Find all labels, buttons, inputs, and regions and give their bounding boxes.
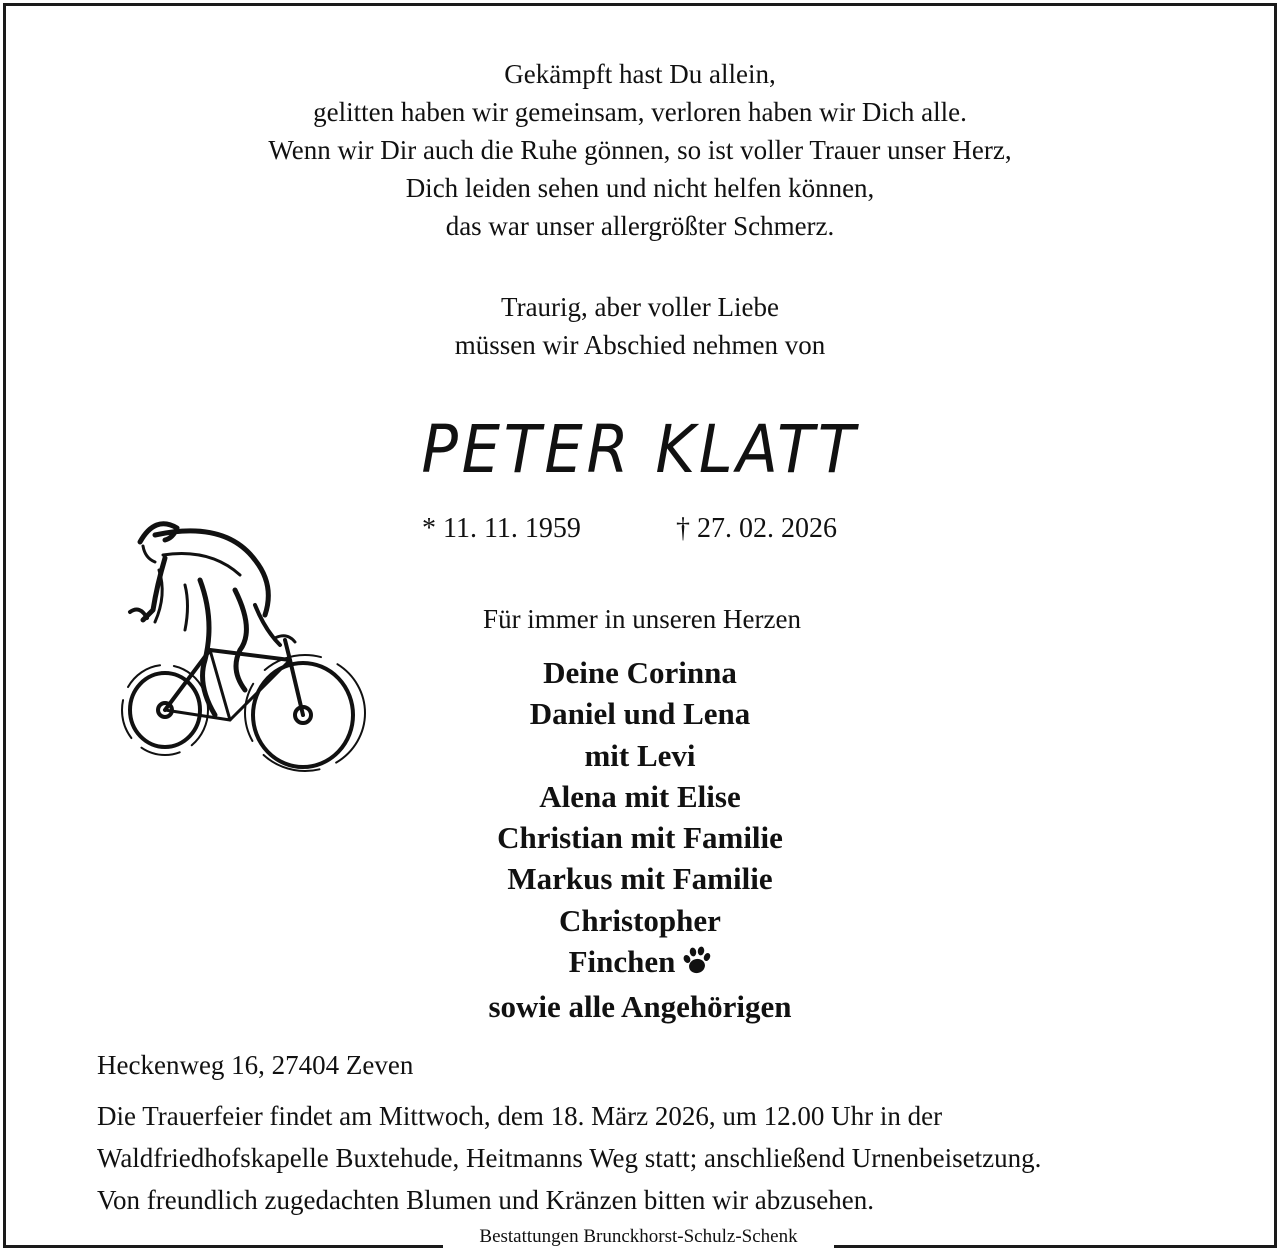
funeral-line: Waldfriedhofskapelle Buxtehude, Heitmanns Weg statt; anschließend Urnenbeisetzung. [97, 1143, 1042, 1173]
mourner-name: Alena mit Elise [539, 778, 741, 814]
poem-line: Gekämpft hast Du allein, [504, 59, 776, 89]
mourner-name: Deine Corinna [543, 655, 737, 690]
paw-print-icon [681, 945, 711, 986]
intro-line: müssen wir Abschied nehmen von [454, 330, 826, 360]
intro-line: Traurig, aber voller Liebe [501, 292, 779, 322]
mourner-list [0, 652, 1280, 1028]
mourner-name: Christopher [559, 902, 721, 938]
funeral-line: Die Trauerfeier findet am Mittwoch, dem 18. März 2026, um 12.00 Uhr in der [97, 1101, 943, 1131]
subtitle: Für immer in unseren Herzen [483, 604, 801, 634]
mourner-name: mit Levi [584, 737, 696, 773]
mourner-name: Daniel und Lena [529, 696, 751, 732]
birth-date: * 11. 11. 1959 [422, 513, 581, 544]
poem-line: gelitten haben wir gemeinsam, verloren haben wir Dich alle. [313, 97, 967, 127]
poem-line: Dich leiden sehen und nicht helfen können, [405, 173, 875, 203]
mourner-name: Markus mit Familie [507, 861, 773, 897]
death-date: † 27. 02. 2026 [676, 513, 837, 544]
mourner-name: Finchen [568, 944, 676, 980]
mourner-name: Christian mit Familie [497, 820, 783, 856]
funeral-line: Von freundlich zugedachten Blumen und Kränzen bitten wir abzusehen. [97, 1185, 875, 1215]
deceased-name: PETER KLATT [421, 411, 859, 488]
mourner-name: sowie alle Angehörigen [488, 989, 792, 1025]
intro-text [0, 288, 1280, 364]
poem-line: Wenn wir Dir auch die Ruhe gönnen, so ist voller Trauer unser Herz, [268, 135, 1012, 165]
poem-line: das war unser allergrößter Schmerz. [445, 211, 835, 241]
funeral-notice [97, 1095, 1237, 1221]
mourner-row-pet [0, 941, 1280, 986]
undertaker-credit: Bestattungen Brunckhorst-Schulz-Schenk [443, 1221, 834, 1253]
poem [0, 55, 1280, 245]
address: Heckenweg 16, 27404 Zeven [97, 1050, 414, 1080]
